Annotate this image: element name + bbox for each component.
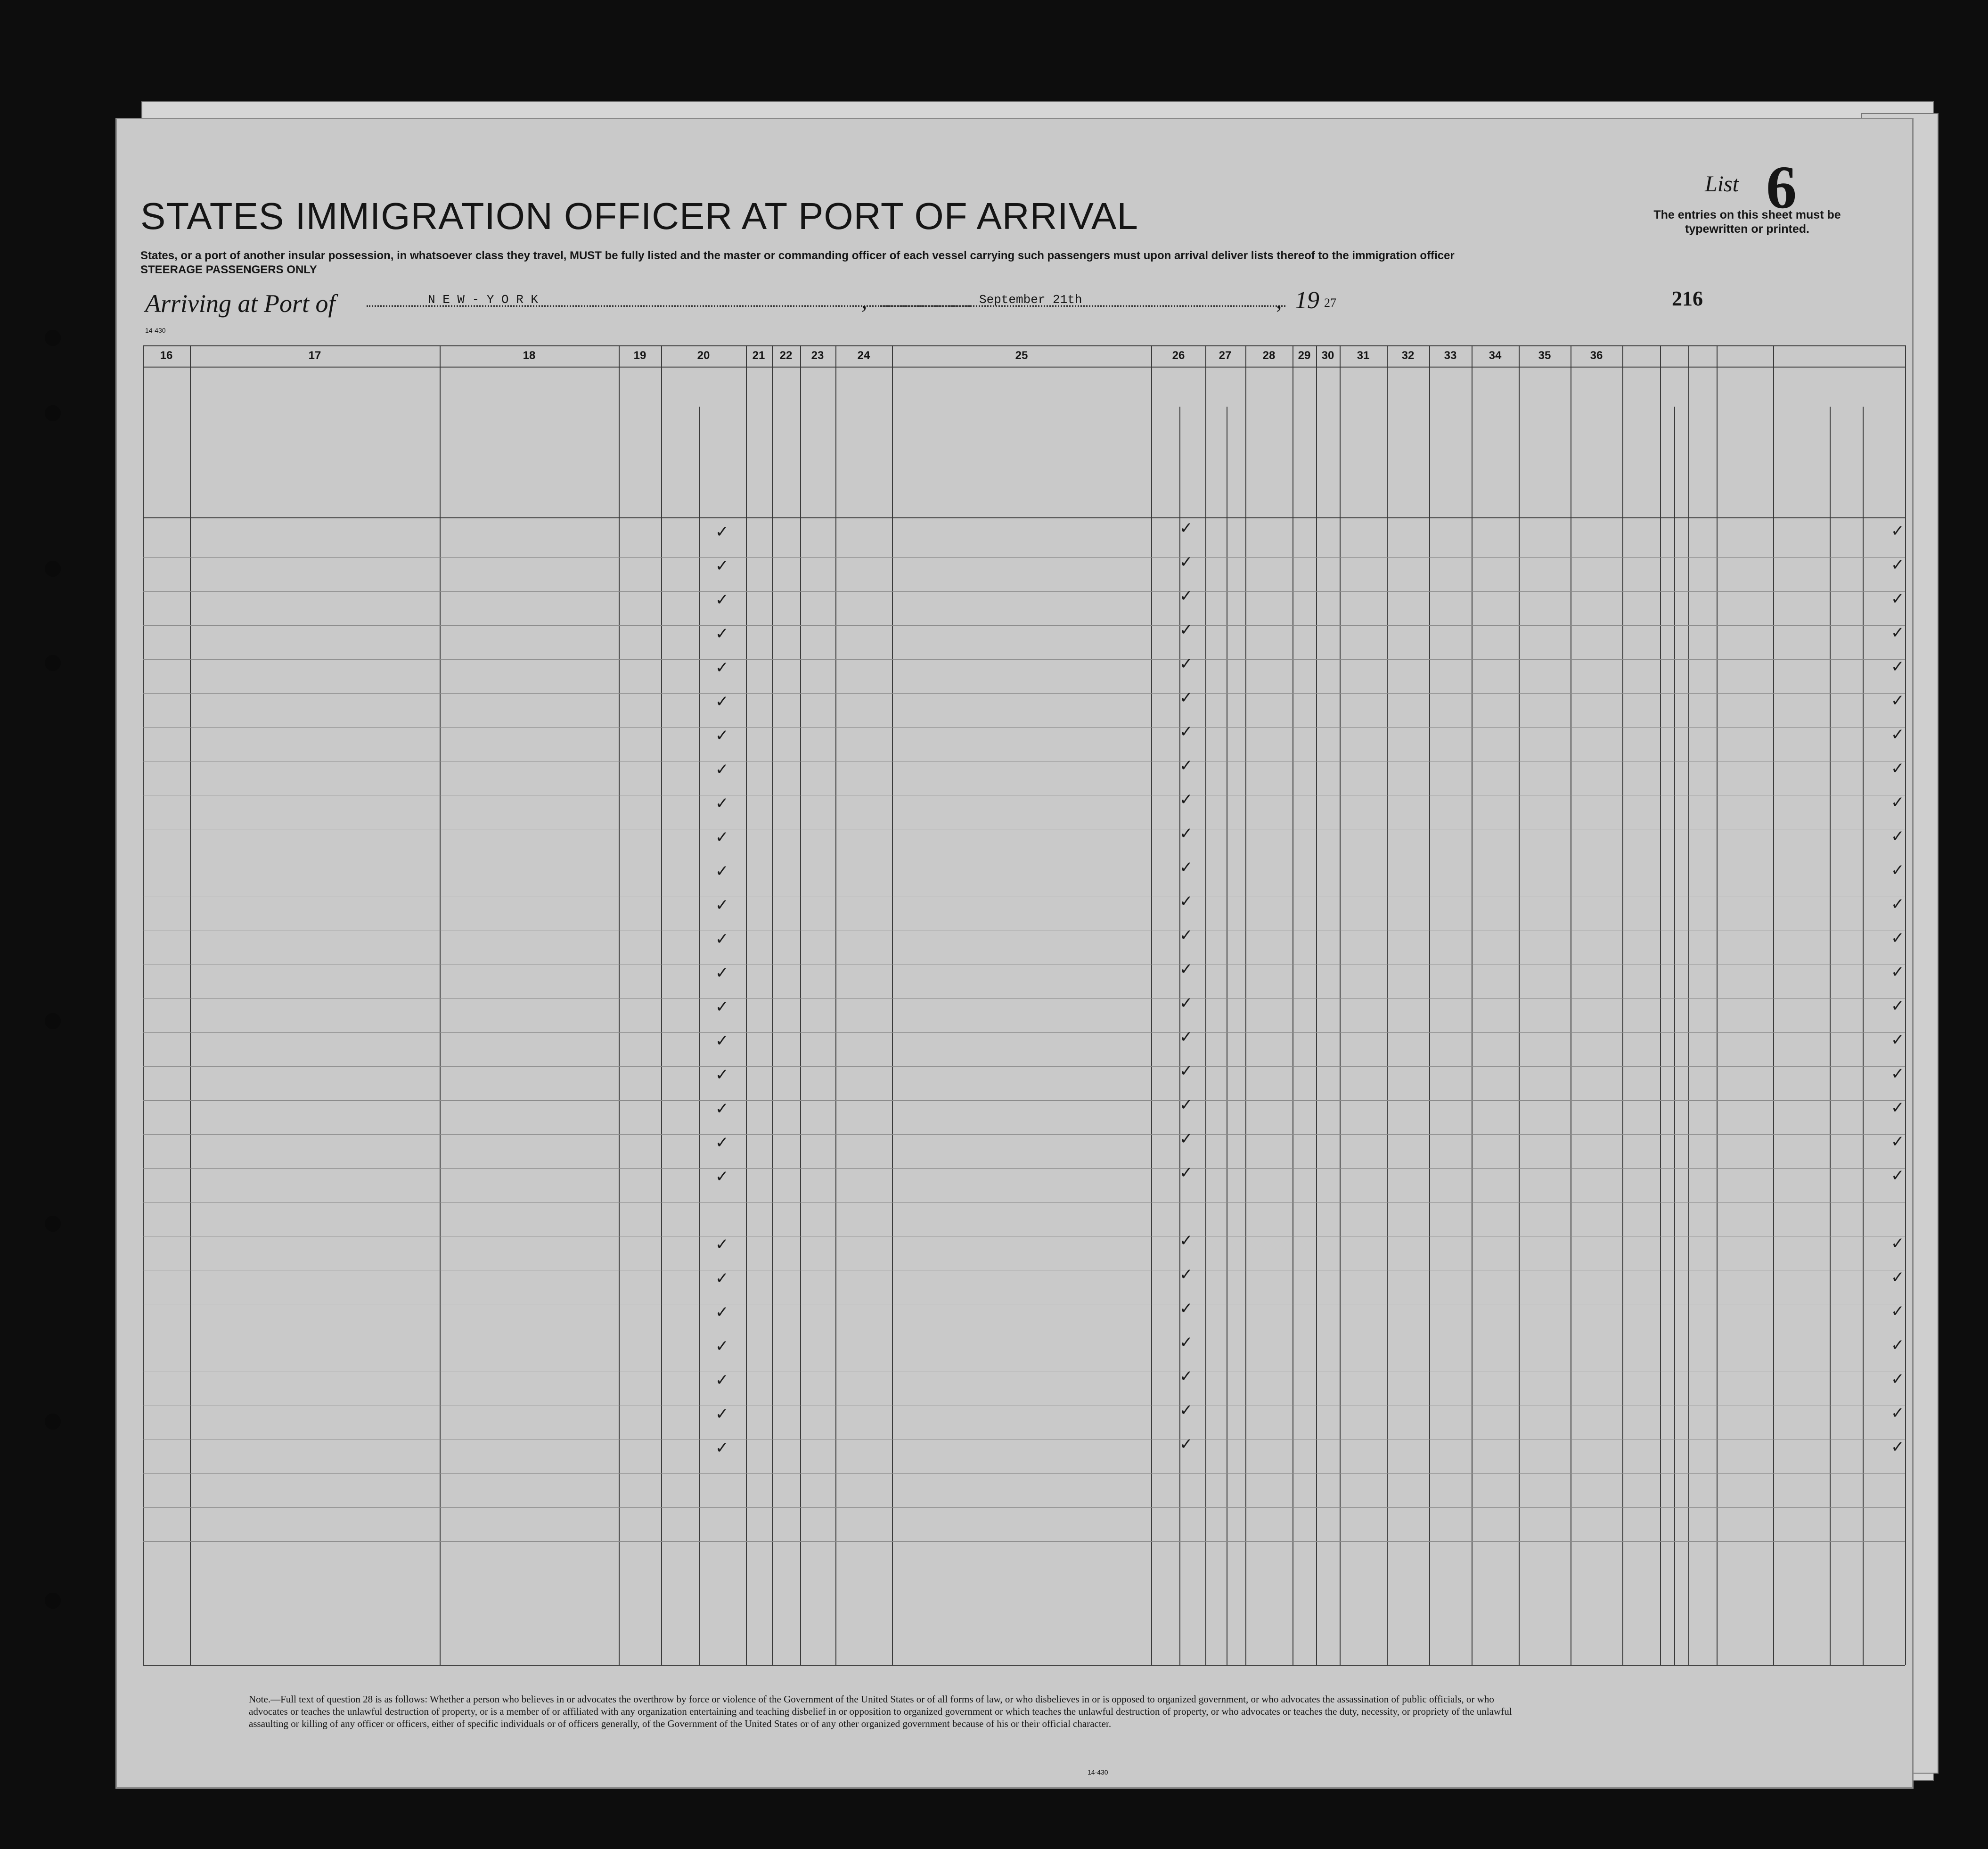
sub-column-rule <box>699 407 700 1665</box>
binder-hole <box>45 1593 61 1609</box>
column-number-21: 21 <box>752 349 765 362</box>
check-mark: ✓ <box>1179 1435 1193 1454</box>
column-rule <box>1717 345 1718 1665</box>
column-rule <box>1316 345 1317 1665</box>
check-mark: ✓ <box>1179 1062 1193 1080</box>
form-ref-bottom: 14-430 <box>1088 1768 1108 1776</box>
column-number-19: 19 <box>633 349 646 362</box>
row-rule <box>143 693 1905 694</box>
check-mark: ✓ <box>1891 827 1905 846</box>
check-mark: ✓ <box>1179 1299 1193 1318</box>
date-line <box>880 305 1285 307</box>
check-mark: ✓ <box>715 828 729 847</box>
column-rule <box>1387 345 1388 1665</box>
table-bottom-rule <box>143 1665 1905 1666</box>
page-stamp: 216 <box>1672 287 1703 310</box>
check-mark: ✓ <box>715 1099 729 1118</box>
check-mark: ✓ <box>715 1065 729 1084</box>
binder-hole <box>45 330 61 346</box>
check-mark: ✓ <box>715 523 729 541</box>
check-mark: ✓ <box>1891 1438 1905 1456</box>
binder-hole <box>45 561 61 577</box>
year-prefix: 19 <box>1295 287 1319 314</box>
check-mark: ✓ <box>1891 1370 1905 1389</box>
check-mark: ✓ <box>715 896 729 915</box>
check-mark: ✓ <box>715 1269 729 1288</box>
check-mark: ✓ <box>715 590 729 609</box>
port-name: N E W - Y O R K <box>428 293 539 307</box>
row-rule <box>143 557 1905 558</box>
column-number-24: 24 <box>857 349 870 362</box>
check-mark: ✓ <box>1179 1096 1193 1114</box>
header-top-rule <box>143 345 1905 346</box>
check-mark: ✓ <box>1891 691 1905 710</box>
header-bottom-rule <box>143 517 1905 518</box>
check-mark: ✓ <box>1179 519 1193 538</box>
column-rule <box>440 345 441 1665</box>
check-mark: ✓ <box>1891 759 1905 778</box>
row-rule <box>143 1066 1905 1067</box>
column-number-23: 23 <box>811 349 824 362</box>
date-comma: , <box>1276 287 1282 313</box>
check-mark: ✓ <box>1891 1132 1905 1151</box>
check-mark: ✓ <box>1179 756 1193 775</box>
check-mark: ✓ <box>715 1303 729 1322</box>
check-mark: ✓ <box>715 794 729 813</box>
row-rule <box>143 1202 1905 1203</box>
check-mark: ✓ <box>1891 1302 1905 1321</box>
check-mark: ✓ <box>1891 725 1905 744</box>
check-mark: ✓ <box>715 1439 729 1457</box>
column-number-33: 33 <box>1444 349 1457 362</box>
list-number: 6 <box>1766 154 1797 221</box>
column-rule <box>619 345 620 1665</box>
column-number-20: 20 <box>697 349 710 362</box>
check-mark: ✓ <box>1891 623 1905 642</box>
intro-line: States, or a port of another insular possession, in whatsoever class they travel, MUST be fully listed and the master or commanding officer of each vessel carrying such passengers must upon arrival deliver lists thereof to the immigration officer <box>140 249 1455 262</box>
column-rule <box>1245 345 1246 1665</box>
check-mark: ✓ <box>1179 1333 1193 1352</box>
check-mark: ✓ <box>1179 688 1193 707</box>
check-mark: ✓ <box>715 930 729 949</box>
row-rule <box>143 1507 1905 1508</box>
port-comma: , <box>861 287 867 313</box>
column-rule <box>190 345 191 1665</box>
column-rule <box>1660 345 1661 1665</box>
check-mark: ✓ <box>715 964 729 982</box>
check-mark: ✓ <box>1179 960 1193 979</box>
column-rule <box>661 345 662 1665</box>
page-title: STATES IMMIGRATION OFFICER AT PORT OF ARRIVAL <box>140 195 1138 237</box>
check-mark: ✓ <box>1179 1163 1193 1182</box>
check-mark: ✓ <box>1891 1166 1905 1185</box>
row-rule <box>143 1473 1905 1474</box>
check-mark: ✓ <box>1891 1031 1905 1049</box>
binder-hole <box>45 405 61 421</box>
column-rule <box>1429 345 1430 1665</box>
row-rule <box>143 727 1905 728</box>
row-rule <box>143 1134 1905 1135</box>
column-number-22: 22 <box>779 349 793 362</box>
check-mark: ✓ <box>715 1133 729 1152</box>
check-mark: ✓ <box>715 726 729 745</box>
column-rule <box>1472 345 1473 1665</box>
check-mark: ✓ <box>1179 621 1193 639</box>
row-rule <box>143 1032 1905 1033</box>
check-mark: ✓ <box>1179 1129 1193 1148</box>
sub-column-rule <box>1863 407 1864 1665</box>
binder-hole <box>45 1414 61 1430</box>
row-rule <box>143 625 1905 626</box>
check-mark: ✓ <box>715 1337 729 1356</box>
check-mark: ✓ <box>1891 997 1905 1015</box>
check-mark: ✓ <box>1891 1404 1905 1423</box>
column-rule <box>746 345 747 1665</box>
column-rule <box>1773 345 1774 1665</box>
check-mark: ✓ <box>715 998 729 1016</box>
check-mark: ✓ <box>715 862 729 881</box>
check-mark: ✓ <box>1179 553 1193 572</box>
check-mark: ✓ <box>1179 858 1193 877</box>
row-rule <box>143 591 1905 592</box>
column-rule <box>143 345 144 1665</box>
column-rule <box>1151 345 1152 1665</box>
column-rule <box>1905 345 1906 1665</box>
column-number-17: 17 <box>308 349 321 362</box>
check-mark: ✓ <box>1179 587 1193 605</box>
check-mark: ✓ <box>715 1031 729 1050</box>
check-mark: ✓ <box>1891 861 1905 880</box>
check-mark: ✓ <box>1891 522 1905 540</box>
check-mark: ✓ <box>1179 722 1193 741</box>
column-number-35: 35 <box>1538 349 1551 362</box>
row-rule <box>143 1100 1905 1101</box>
column-number-32: 32 <box>1401 349 1415 362</box>
check-mark: ✓ <box>1891 556 1905 574</box>
row-rule <box>143 998 1905 999</box>
check-mark: ✓ <box>715 1371 729 1390</box>
row-rule <box>143 1541 1905 1542</box>
check-mark: ✓ <box>1179 824 1193 843</box>
binder-hole <box>45 1216 61 1232</box>
row-rule <box>143 659 1905 660</box>
row-rule <box>143 1168 1905 1169</box>
column-rule <box>892 345 893 1665</box>
column-number-27: 27 <box>1219 349 1232 362</box>
column-number-25: 25 <box>1015 349 1028 362</box>
check-mark: ✓ <box>715 658 729 677</box>
column-number-36: 36 <box>1590 349 1603 362</box>
sub-column-rule <box>1674 407 1675 1665</box>
binder-hole <box>45 655 61 671</box>
check-mark: ✓ <box>1891 1064 1905 1083</box>
check-mark: ✓ <box>1891 589 1905 608</box>
column-number-16: 16 <box>160 349 173 362</box>
column-number-28: 28 <box>1262 349 1276 362</box>
binder-hole <box>45 1013 61 1029</box>
check-mark: ✓ <box>715 624 729 643</box>
column-rule <box>1688 345 1689 1665</box>
check-mark: ✓ <box>715 556 729 575</box>
column-number-29: 29 <box>1298 349 1311 362</box>
manifest-sheet <box>115 118 1914 1789</box>
steerage-line: STEERAGE PASSENGERS ONLY <box>140 263 317 276</box>
column-rule <box>835 345 836 1665</box>
check-mark: ✓ <box>1179 926 1193 945</box>
check-mark: ✓ <box>1179 1367 1193 1386</box>
check-mark: ✓ <box>1891 1336 1905 1355</box>
check-mark: ✓ <box>1179 655 1193 673</box>
check-mark: ✓ <box>1891 929 1905 948</box>
check-mark: ✓ <box>1891 1098 1905 1117</box>
column-rule <box>1340 345 1341 1665</box>
check-mark: ✓ <box>1891 793 1905 812</box>
check-mark: ✓ <box>1179 790 1193 809</box>
arriving-label: Arriving at Port of <box>145 289 335 318</box>
sub-column-rule <box>1830 407 1831 1665</box>
list-label: List <box>1705 172 1739 196</box>
check-mark: ✓ <box>1179 1028 1193 1047</box>
check-mark: ✓ <box>715 1167 729 1186</box>
column-rule <box>1519 345 1520 1665</box>
question-28-note: Note.—Full text of question 28 is as follows: Whether a person who believes in or advocates the overthrow by force or violence of the Government of the United States or of all forms of law, or who disbelieves in or is opposed to organized government, or who advocates the assassination of public officials, or who advocates or teaches the unlawful destruction of property, or is a member of or affiliated with any organization entertaining and teaching disbelief in or opposition to organized government or which teaches the unlawful destruction of property, or who advocates or teaches the duty, necessity, or propriety of the unlawful assaulting or killing of any officer or officers, either of specific individuals or of officers generally, of the Government of the United States or of any other organized government because of his or their official character. <box>249 1694 1512 1729</box>
check-mark: ✓ <box>1891 1234 1905 1253</box>
column-number-rule <box>143 367 1905 368</box>
column-number-26: 26 <box>1172 349 1185 362</box>
check-mark: ✓ <box>1891 895 1905 914</box>
check-mark: ✓ <box>1179 994 1193 1013</box>
check-mark: ✓ <box>1179 1401 1193 1420</box>
check-mark: ✓ <box>715 760 729 779</box>
check-mark: ✓ <box>1891 963 1905 982</box>
check-mark: ✓ <box>715 692 729 711</box>
column-number-18: 18 <box>523 349 536 362</box>
check-mark: ✓ <box>715 1235 729 1254</box>
column-rule <box>1622 345 1623 1665</box>
column-rule <box>1205 345 1206 1665</box>
manifest-table <box>143 345 1905 1665</box>
column-rule <box>800 345 801 1665</box>
column-number-34: 34 <box>1489 349 1502 362</box>
list-note: The entries on this sheet must be typewritten or printed. <box>1653 208 1841 236</box>
form-ref-top: 14-430 <box>145 327 166 334</box>
check-mark: ✓ <box>715 1405 729 1424</box>
check-mark: ✓ <box>1179 1265 1193 1284</box>
check-mark: ✓ <box>1179 892 1193 911</box>
arrival-date: September 21th <box>979 293 1082 307</box>
year-suffix: 27 <box>1324 296 1336 310</box>
check-mark: ✓ <box>1179 1231 1193 1250</box>
column-number-30: 30 <box>1321 349 1334 362</box>
column-number-31: 31 <box>1357 349 1370 362</box>
check-mark: ✓ <box>1891 657 1905 676</box>
column-rule <box>772 345 773 1665</box>
check-mark: ✓ <box>1891 1268 1905 1287</box>
